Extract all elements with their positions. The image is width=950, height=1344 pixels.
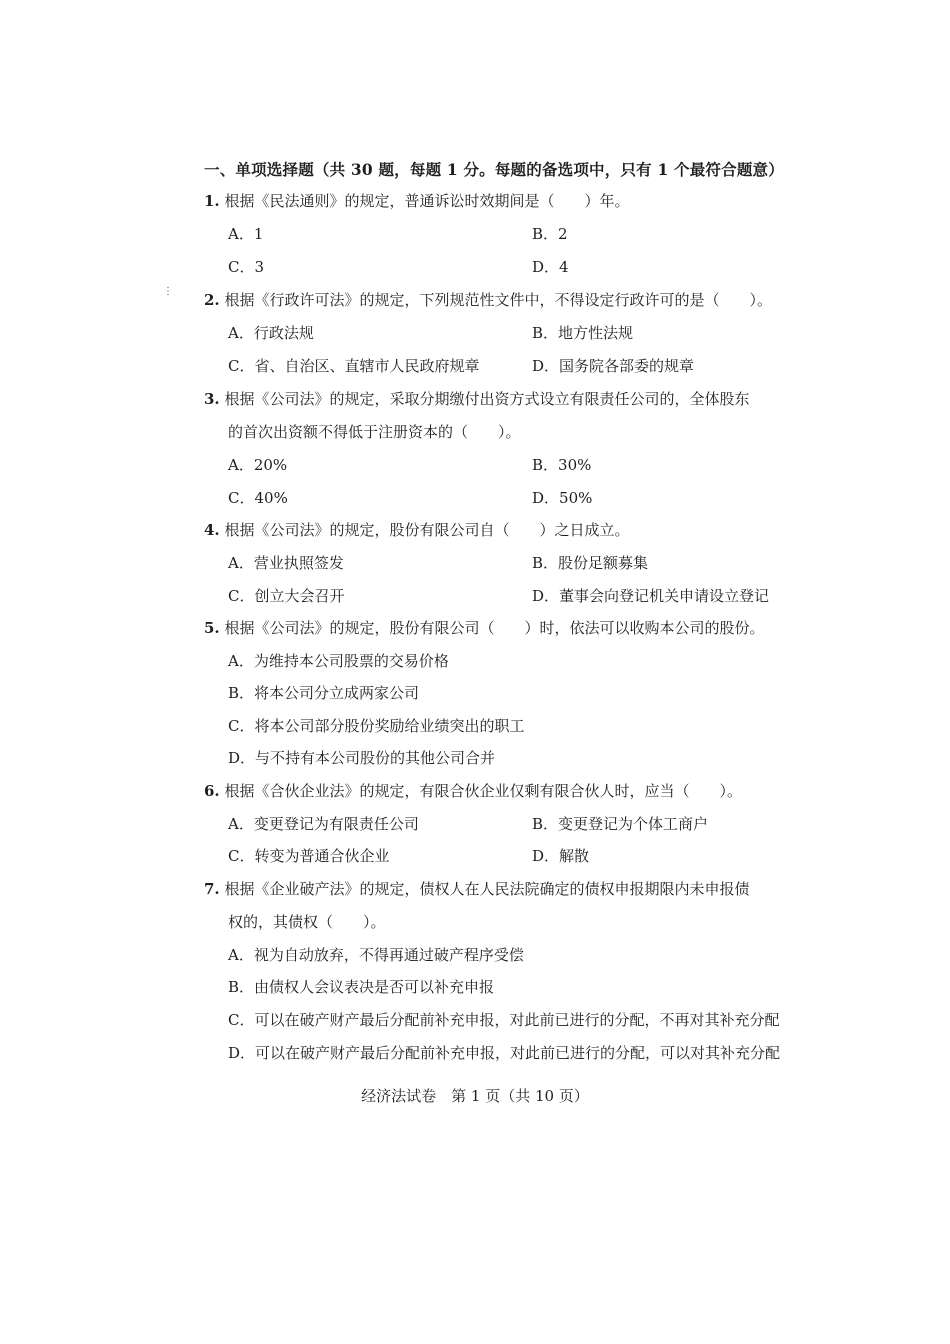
question-number: 2. (204, 291, 220, 309)
question-stem: 根据《公司法》的规定，股份有限公司（ ）时，依法可以收购本公司的股份。 (224, 619, 765, 637)
option-c: C．转变为普通合伙企业 (228, 847, 390, 865)
option-c: C．40% (228, 489, 288, 507)
section-heading: 一、单项选择题（共 30 题，每题 1 分。每题的备选项中，只有 1 个最符合题意） (204, 160, 784, 179)
option-b: B．地方性法规 (532, 324, 634, 342)
question-4 (204, 520, 629, 540)
option-d: D．可以在破产财产最后分配前补充申报，对此前已进行的分配，可以对其补充分配 (228, 1044, 781, 1062)
option-b: B．变更登记为个体工商户 (532, 815, 709, 833)
question-number: 5. (204, 619, 220, 637)
option-c: C．3 (228, 258, 265, 276)
page-footer: 经济法试卷 第 1 页（共 10 页） (361, 1087, 589, 1105)
question-7 (204, 879, 749, 899)
option-d: D．国务院各部委的规章 (532, 357, 695, 375)
option-d: D．50% (532, 489, 593, 507)
option-b: B．由债权人会议表决是否可以补充申报 (228, 978, 495, 996)
option-a: A．视为自动放弃，不得再通过破产程序受偿 (228, 946, 524, 964)
question-stem: 根据《企业破产法》的规定，债权人在人民法院确定的债权申报期限内未申报债 (224, 880, 750, 898)
question-stem-continued: 权的，其债权（ ）。 (228, 913, 386, 931)
question-stem: 根据《公司法》的规定，采取分期缴付出资方式设立有限责任公司的，全体股东 (224, 390, 750, 408)
question-5 (204, 618, 764, 638)
question-2 (204, 290, 772, 310)
question-3 (204, 389, 749, 409)
question-number: 1. (204, 192, 220, 210)
option-c: C．创立大会召开 (228, 587, 345, 605)
option-d: D．与不持有本公司股份的其他公司合并 (228, 749, 496, 767)
option-d: D．董事会向登记机关申请设立登记 (532, 587, 770, 605)
question-1 (204, 191, 629, 211)
option-b: B．30% (532, 456, 592, 474)
option-d: D．4 (532, 258, 569, 276)
option-c: C．省、自治区、直辖市人民政府规章 (228, 357, 480, 375)
scan-mark: ⋮ (163, 286, 173, 297)
option-b: B．2 (532, 225, 568, 243)
question-stem: 根据《合伙企业法》的规定，有限合伙企业仅剩有限合伙人时，应当（ ）。 (224, 782, 742, 800)
option-a: A．1 (228, 225, 264, 243)
question-stem: 根据《行政许可法》的规定，下列规范性文件中，不得设定行政许可的是（ ）。 (224, 291, 772, 309)
option-a: A．变更登记为有限责任公司 (228, 815, 419, 833)
option-b: B．将本公司分立成两家公司 (228, 684, 420, 702)
question-number: 6. (204, 782, 220, 800)
option-b: B．股份足额募集 (532, 554, 649, 572)
option-a: A．为维持本公司股票的交易价格 (228, 652, 449, 670)
option-a: A．20% (228, 456, 288, 474)
question-6 (204, 781, 742, 801)
question-stem: 根据《公司法》的规定，股份有限公司自（ ）之日成立。 (224, 521, 630, 539)
option-d: D．解散 (532, 847, 590, 865)
option-c: C．可以在破产财产最后分配前补充申报，对此前已进行的分配，不再对其补充分配 (228, 1011, 780, 1029)
option-a: A．营业执照签发 (228, 554, 344, 572)
question-number: 7. (204, 880, 220, 898)
question-number: 3. (204, 390, 220, 408)
option-a: A．行政法规 (228, 324, 314, 342)
option-c: C．将本公司部分股份奖励给业绩突出的职工 (228, 717, 525, 735)
question-stem-continued: 的首次出资额不得低于注册资本的（ ）。 (228, 423, 521, 441)
question-stem: 根据《民法通则》的规定，普通诉讼时效期间是（ ）年。 (224, 192, 630, 210)
question-number: 4. (204, 521, 220, 539)
